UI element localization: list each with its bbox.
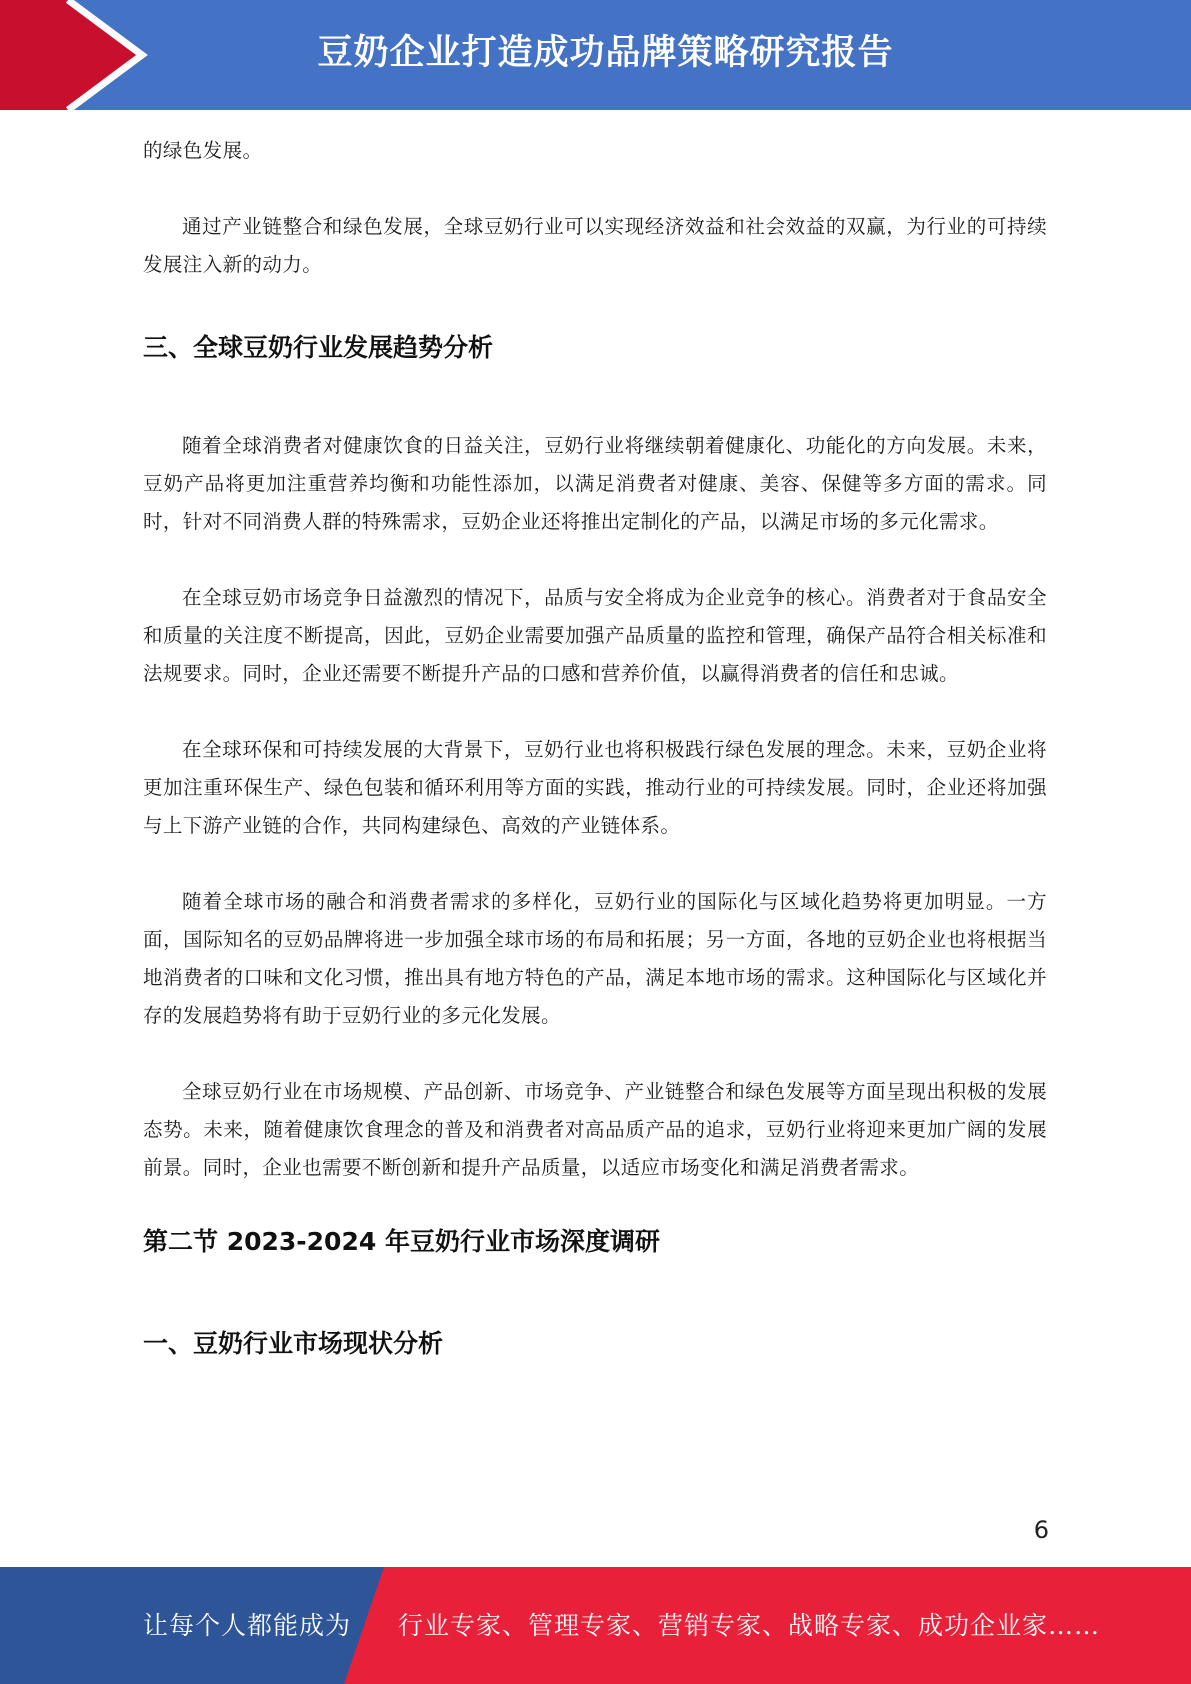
paragraph: 随着全球消费者对健康饮食的日益关注，豆奶行业将继续朝着健康化、功能化的方向发展。未来，豆奶产品将更加注重营养均衡和功能性添加，以满足消费者对健康、美容、保健等多方面的需求。同时，针对不同消费人群的特殊需求，豆奶企业还将推出定制化的产品，以满足市场的多元化需求。	[143, 434, 1047, 533]
page-body	[143, 132, 1047, 1364]
paragraph-continuation: 的绿色发展。	[143, 139, 263, 162]
page-number: 6	[1033, 1516, 1049, 1544]
footer-slogan-right: 行业专家、管理专家、营销专家、战略专家、成功企业家……	[398, 1611, 1101, 1640]
paragraph: 全球豆奶行业在市场规模、产品创新、市场竞争、产业链整合和绿色发展等方面呈现出积极的发展态势。未来，随着健康饮食理念的普及和消费者对高品质产品的追求，豆奶行业将迎来更加广阔的发展前景。同时，企业也需要不断创新和提升产品质量，以适应市场变化和满足消费者需求。	[143, 1080, 1047, 1179]
chapter-section-heading: 第二节 2023-2024 年豆奶行业市场深度调研	[143, 1227, 660, 1256]
section-heading: 三、全球豆奶行业发展趋势分析	[143, 333, 494, 362]
paragraph: 在全球环保和可持续发展的大背景下，豆奶行业也将积极践行绿色发展的理念。未来，豆奶企业将更加注重环保生产、绿色包装和循环利用等方面的实践，推动行业的可持续发展。同时，企业还将加强与上下游产业链的合作，共同构建绿色、高效的产业链体系。	[143, 738, 1047, 837]
paragraph: 随着全球市场的融合和消费者需求的多样化，豆奶行业的国际化与区域化趋势将更加明显。一方面，国际知名的豆奶品牌将进一步加强全球市场的布局和拓展；另一方面，各地的豆奶企业也将根据当地消费者的口味和文化习惯，推出具有地方特色的产品，满足本地市场的需求。这种国际化与区域化并存的发展趋势将有助于豆奶行业的多元化发展。	[143, 890, 1047, 1027]
section-heading: 一、豆奶行业市场现状分析	[143, 1329, 444, 1358]
page-header	[0, 0, 1191, 110]
paragraph: 通过产业链整合和绿色发展，全球豆奶行业可以实现经济效益和社会效益的双赢，为行业的可持续发展注入新的动力。	[143, 215, 1047, 276]
paragraph: 在全球豆奶市场竞争日益激烈的情况下，品质与安全将成为企业竞争的核心。消费者对于食品安全和质量的关注度不断提高，因此，豆奶企业需要加强产品质量的监控和管理，确保产品符合相关标准和法规要求。同时，企业还需要不断提升产品的口感和营养价值，以赢得消费者的信任和忠诚。	[143, 586, 1047, 685]
page-footer	[0, 1567, 1191, 1684]
footer-slogan-left: 让每个人都能成为	[143, 1611, 352, 1640]
report-title: 豆奶企业打造成功品牌策略研究报告	[317, 33, 894, 73]
